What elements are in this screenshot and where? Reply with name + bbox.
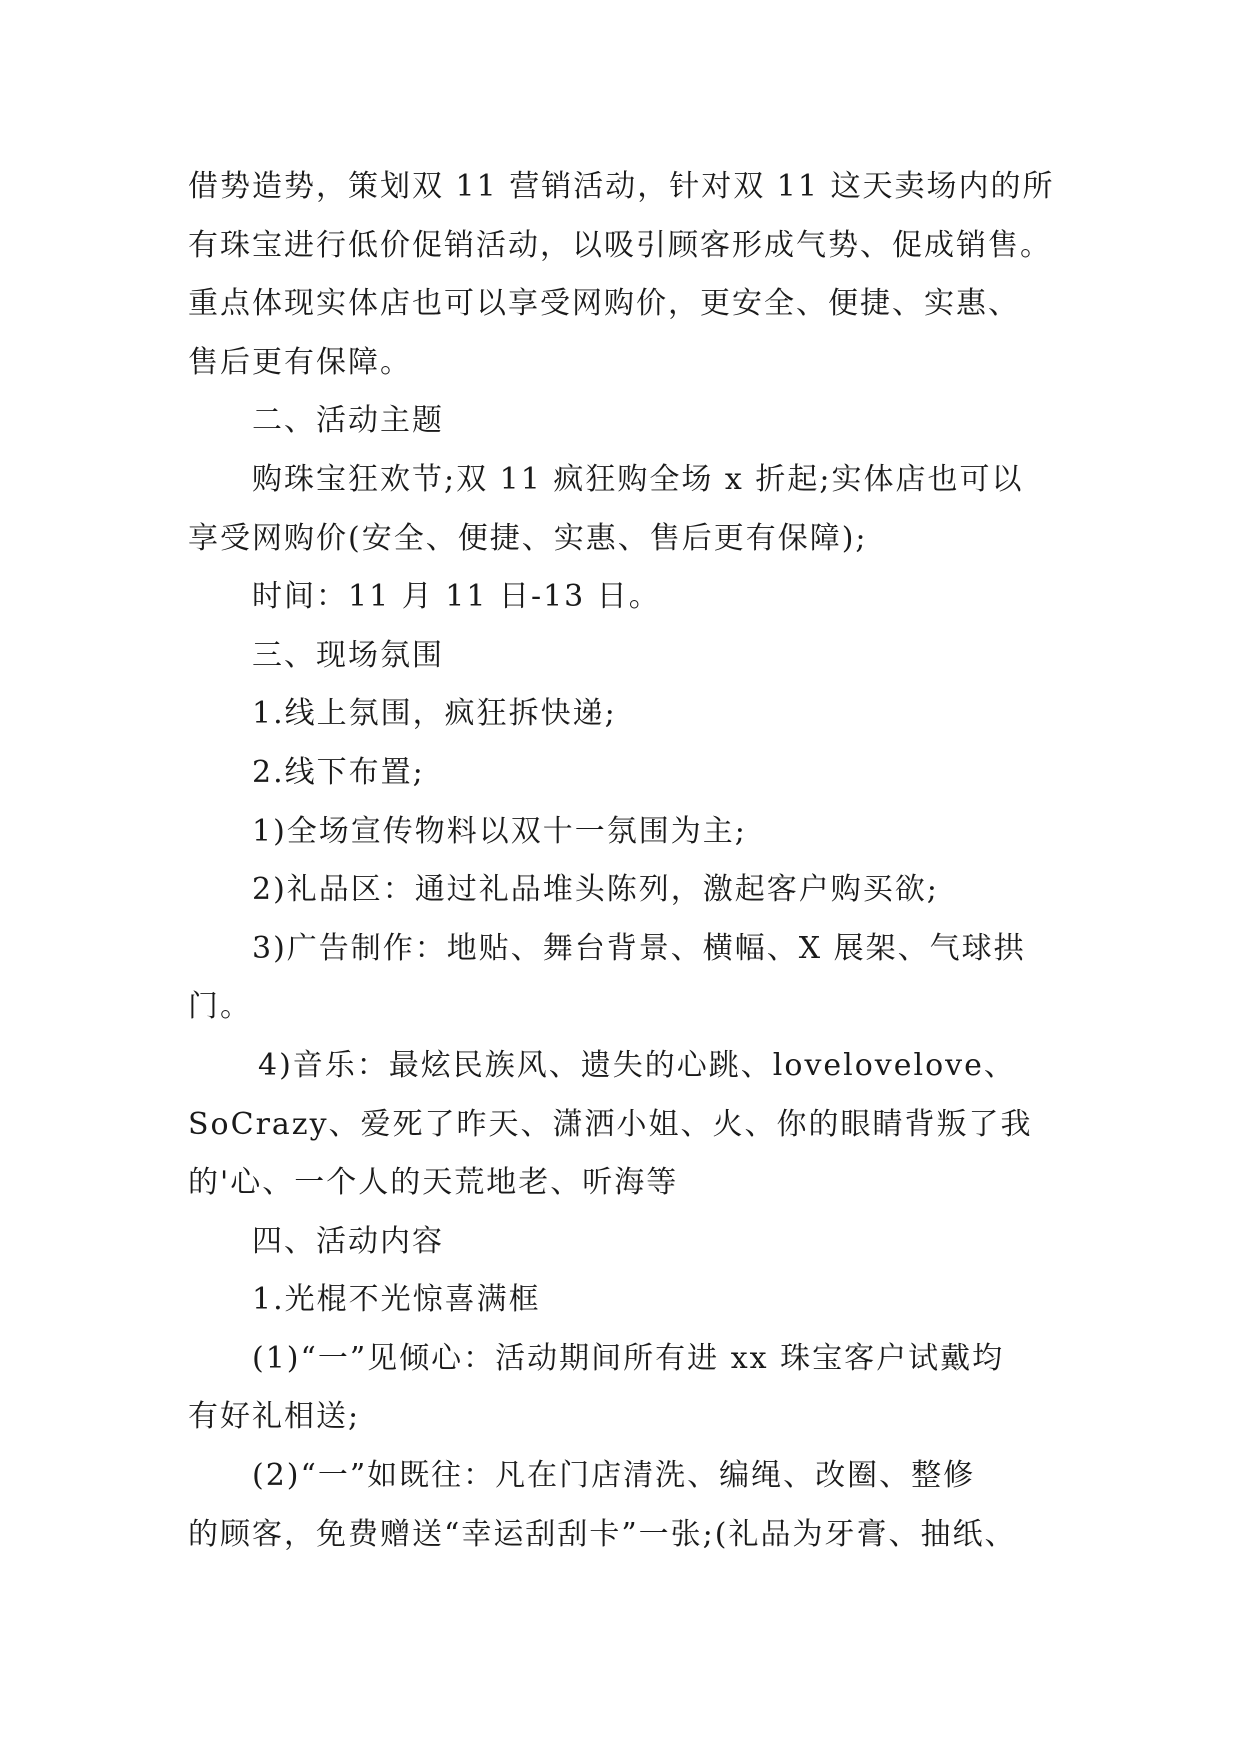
list-item: 2.线下布置;	[252, 754, 425, 790]
text-line: 门。	[188, 989, 252, 1025]
list-item: 4)音乐：最炫民族风、遗失的心跳、lovelovelove、	[258, 1047, 1016, 1083]
text-line: 时间：11 月 11 日-13 日。	[252, 579, 661, 615]
document-body	[188, 158, 1068, 1564]
text-line: 的顾客，免费赠送“幸运刮刮卡”一张;(礼品为牙膏、抽纸、	[188, 1516, 1017, 1552]
section-heading: 二、活动主题	[252, 403, 444, 439]
list-item: (2)“一”如既往：凡在门店清洗、编绳、改圈、整修	[252, 1458, 976, 1494]
list-item: (1)“一”见倾心：活动期间所有进 xx 珠宝客户试戴均	[252, 1340, 1005, 1376]
list-item: 1.线上氛围，疯狂拆快递;	[252, 696, 617, 732]
list-item: 3)广告制作：地贴、舞台背景、横幅、X 展架、气球拱	[252, 930, 1026, 966]
text-line: 重点体现实体店也可以享受网购价，更安全、便捷、实惠、	[188, 286, 1020, 322]
text-line: 有好礼相送;	[188, 1399, 361, 1435]
section-heading: 四、活动内容	[252, 1223, 444, 1259]
text-line: 购珠宝狂欢节;双 11 疯狂购全场 x 折起;实体店也可以	[252, 461, 1024, 497]
list-item: 1.光棍不光惊喜满框	[252, 1282, 541, 1318]
text-line: SoCrazy、爱死了昨天、潇洒小姐、火、你的眼睛背叛了我	[188, 1106, 1033, 1142]
text-line: 售后更有保障。	[188, 344, 412, 380]
text-line: 有珠宝进行低价促销活动，以吸引顾客形成气势、促成销售。	[188, 227, 1052, 263]
text-line: 借势造势，策划双 11 营销活动，针对双 11 这天卖场内的所	[188, 169, 1055, 204]
list-item: 2)礼品区：通过礼品堆头陈列，激起客户购买欲;	[252, 872, 939, 908]
text-line: 的'心、一个人的天荒地老、听海等	[188, 1165, 679, 1201]
section-heading: 三、现场氛围	[252, 637, 444, 673]
list-item: 1)全场宣传物料以双十一氛围为主;	[252, 813, 747, 849]
text-line: 享受网购价(安全、便捷、实惠、售后更有保障);	[188, 520, 868, 556]
